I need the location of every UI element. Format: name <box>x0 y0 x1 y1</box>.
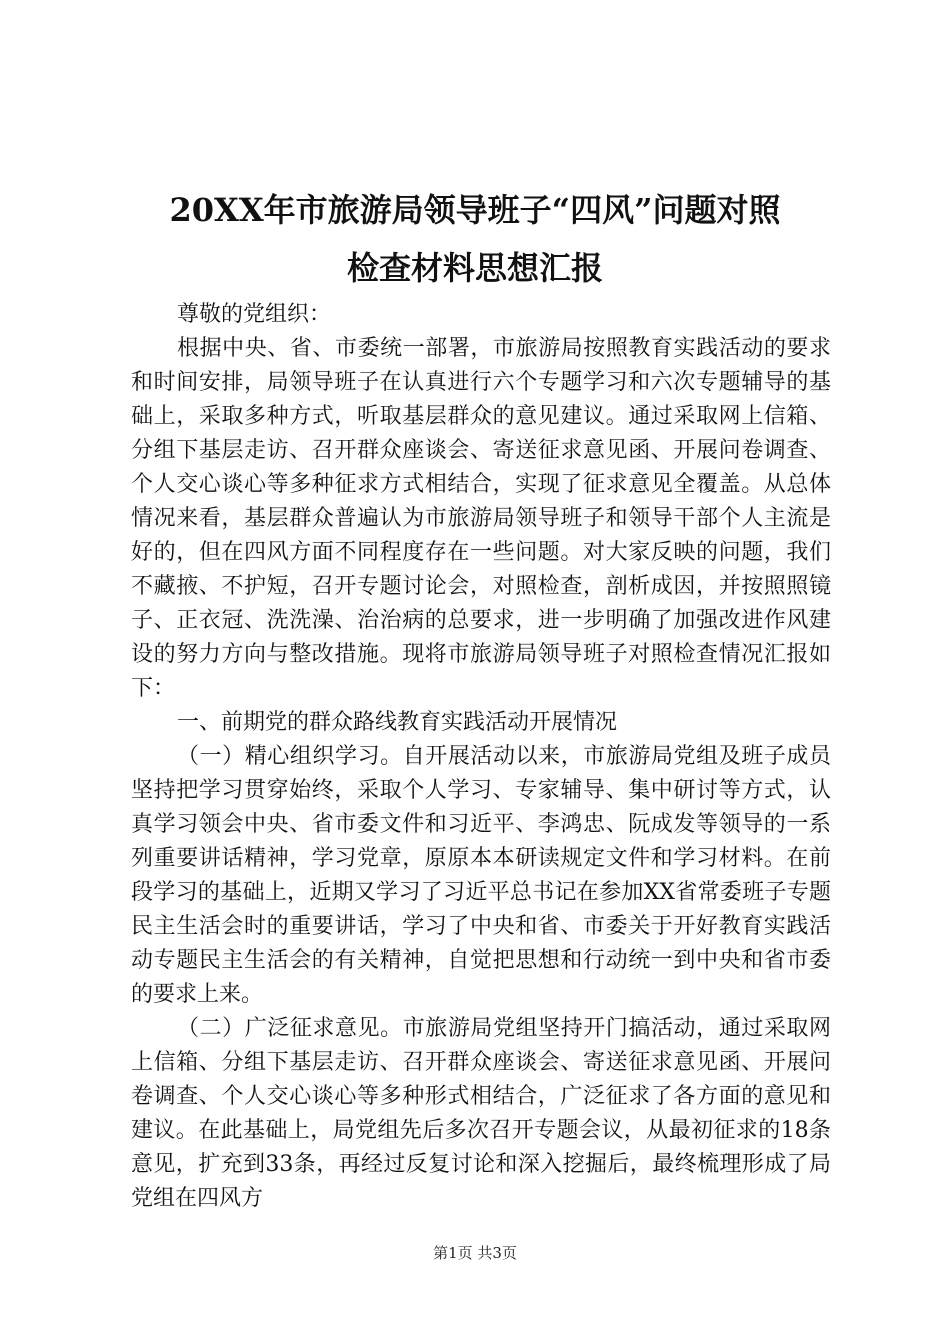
paragraph-study: （一）精心组织学习。自开展活动以来，市旅游局党组及班子成员坚持把学习贯穿始终，采取个人学习、专家辅导、集中研讨等方式，认真学习领会中央、省市委文件和习近平、李鸿忠、阮成发等领导的一系列重要讲话精神，学习党章，原原本本研读规定文件和学习材料。在前段学习的基础上，近期又学习了习近平总书记在参加XX省常委班子专题民主生活会时的重要讲话，学习了中央和省、市委关于开好教育实践活动专题民主生活会的有关精神，自觉把思想和行动统一到中央和省市委的要求上来。 <box>131 744 831 1007</box>
section-heading: 一、前期党的群众路线教育实践活动开展情况 <box>177 710 618 735</box>
document-title-line1: 20XX年市旅游局领导班子“四风”问题对照 <box>169 191 781 229</box>
paragraph-opinions: （二）广泛征求意见。市旅游局党组坚持开门搞活动，通过采取网上信箱、分组下基层走访、召开群众座谈会、寄送征求意见函、开展问卷调查、个人交心谈心等多种形式相结合，广泛征求了各方面的意见和建议。在此基础上，局党组先后多次召开专题会议，从最初征求的18条意见，扩充到33条，再经过反复讨论和深入挖掘后，最终梳理形成了局党组在四风方 <box>131 1016 831 1211</box>
salutation: 尊敬的党组织： <box>177 302 332 327</box>
document-body <box>131 298 831 1216</box>
page-footer: 第1页 共3页 <box>433 1244 517 1262</box>
document-title-line2: 检查材料思想汇报 <box>346 249 603 287</box>
paragraph-intro: 根据中央、省、市委统一部署，市旅游局按照教育实践活动的要求和时间安排，局领导班子在认真进行六个专题学习和六次专题辅导的基础上，采取多种方式，听取基层群众的意见建议。通过采取网上信箱、分组下基层走访、召开群众座谈会、寄送征求意见函、开展问卷调查、个人交心谈心等多种征求方式相结合，实现了征求意见全覆盖。从总体情况来看，基层群众普遍认为市旅游局领导班子和领导干部个人主流是好的，但在四风方面不同程度存在一些问题。对大家反映的问题，我们不藏掖、不护短，召开专题讨论会，对照检查，剖析成因，并按照照镜子、正衣冠、洗洗澡、治治病的总要求，进一步明确了加强改进作风建设的努力方向与整改措施。现将市旅游局领导班子对照检查情况汇报如下： <box>131 336 831 701</box>
